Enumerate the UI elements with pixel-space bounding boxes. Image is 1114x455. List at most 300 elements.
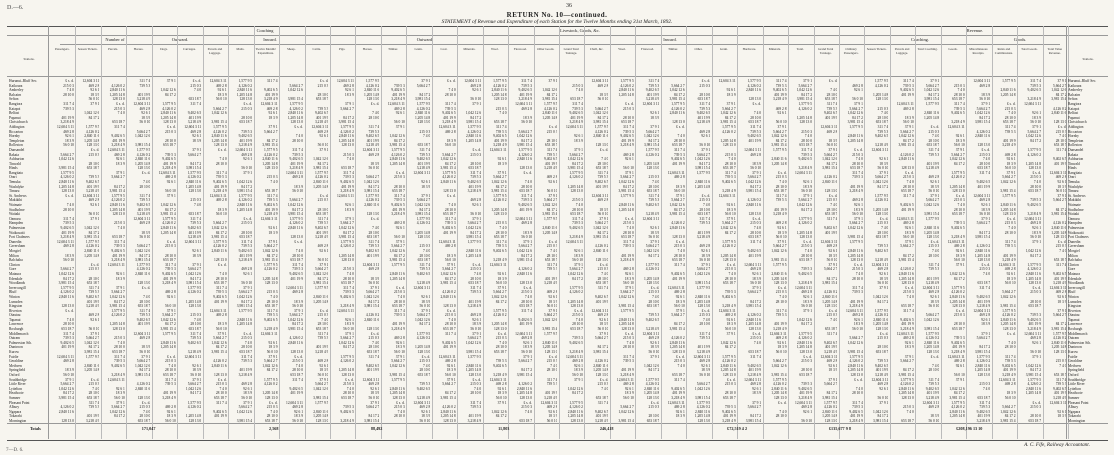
table-cell: 5,664 2 7 — [493, 175, 507, 180]
table-cell: 1,577 9 5 — [951, 285, 965, 290]
table-cell: 12,604 3 11 — [744, 262, 762, 267]
table-cell: 401 19 9 — [672, 161, 685, 166]
table-cell: 28 10 0 — [495, 345, 507, 350]
table-cell: 653 18 7 — [86, 166, 100, 171]
table-cell: 3,218 4 9 — [976, 304, 991, 309]
station-name: Timaru — [9, 189, 20, 194]
table-cell: 3,981 15 4 — [694, 166, 711, 171]
table-cell: 739 5 3 — [648, 313, 660, 318]
table-cell: 18 3 9 — [115, 391, 125, 396]
table-cell: 28 10 0 — [317, 92, 329, 97]
table-cell: 4,126 0 2 — [416, 106, 431, 111]
table-cell: 9,402 6 5 — [391, 203, 405, 208]
table-cell: 401 19 9 — [926, 391, 940, 396]
station-name: Oxford — [1068, 373, 1079, 377]
station-name: Lyttelton — [9, 386, 22, 391]
table-cell: 311 7 4 — [114, 354, 125, 359]
table-cell: 3,981 15 4 — [923, 327, 940, 332]
table-cell: 4,126 0 2 — [1053, 106, 1067, 111]
table-cell: 28 10 0 — [394, 184, 405, 189]
table-cell: 653 18 7 — [1028, 304, 1042, 309]
station-name: Hurunui–Bluff Sec. — [1068, 79, 1097, 83]
table-cell: 215 0 3 — [623, 336, 634, 341]
table-cell: 18 3 9 — [828, 253, 838, 258]
table-cell: 1,205 14 8 — [185, 184, 202, 189]
table-cell: 311 7 4 — [1030, 79, 1042, 83]
table-cell: 1,042 12 6 — [720, 340, 736, 345]
table-cell: 3,218 4 9 — [136, 97, 151, 102]
table-cell: 92 6 1 — [497, 386, 507, 391]
table-cell: 7 4 0 — [906, 294, 914, 299]
table-cell: 5,664 2 7 — [314, 267, 329, 272]
table-cell: 3,981 15 4 — [898, 258, 914, 263]
table-cell: £ s. d. — [370, 331, 380, 336]
data-column — [814, 79, 838, 424]
table-cell: 84 17 2 — [495, 414, 507, 419]
table-cell: £ s. d. — [956, 193, 965, 198]
table-cell: 1,577 9 5 — [823, 400, 838, 405]
table-cell: 56 0 10 — [495, 395, 507, 400]
table-cell: 469 2 8 — [1055, 175, 1067, 180]
table-cell: £ s. d. — [548, 354, 558, 359]
table-cell: 56 0 10 — [1030, 120, 1042, 125]
table-cell: 92 6 1 — [726, 88, 736, 93]
table-cell: 12,604 3 11 — [896, 216, 914, 221]
table-cell: 7 4 0 — [66, 203, 74, 208]
table-cell: 653 18 7 — [875, 350, 889, 355]
table-cell: 401 19 9 — [697, 345, 711, 350]
table-cell: 92 6 1 — [981, 203, 991, 208]
table-cell: 92 6 1 — [344, 88, 354, 93]
table-cell: 92 6 1 — [421, 294, 431, 299]
table-cell: 3,218 4 9 — [391, 212, 405, 217]
table-cell: 311 7 4 — [1004, 354, 1016, 359]
table-cell: 1,042 12 6 — [694, 157, 711, 162]
table-cell: 311 7 4 — [623, 354, 634, 359]
station-name: Hampden — [1068, 221, 1082, 226]
table-cell: 739 5 3 — [724, 290, 736, 295]
table-cell: 1,577 9 5 — [671, 101, 685, 106]
table-cell: 18 3 9 — [217, 207, 227, 212]
table-cell: 1,205 14 8 — [389, 276, 405, 281]
table-cell: 9,402 6 5 — [1027, 317, 1042, 322]
table-cell: 215 0 3 — [317, 198, 329, 203]
table-cell: 128 13 0 — [61, 304, 74, 309]
table-cell: 1,205 14 8 — [313, 184, 329, 189]
table-cell: 56 0 10 — [877, 395, 889, 400]
table-cell: 653 18 7 — [468, 281, 482, 286]
table-cell: 215 0 3 — [673, 359, 685, 364]
table-cell: 28 10 0 — [266, 299, 278, 304]
table-cell: 1,042 12 6 — [796, 88, 812, 93]
table-cell: 4,126 0 2 — [162, 106, 176, 111]
table-cell: 1,042 12 6 — [1000, 409, 1016, 414]
table-cell: 215 0 3 — [190, 313, 202, 318]
table-cell: 5,664 2 7 — [238, 290, 253, 295]
table-cell: 28 10 0 — [750, 115, 762, 120]
table-cell: 5,664 2 7 — [594, 221, 609, 226]
table-cell: 9,402 6 5 — [645, 317, 660, 322]
table-cell: 84 17 2 — [114, 299, 125, 304]
table-cell: 37 9 1 — [446, 262, 456, 267]
table-cell: 311 7 4 — [852, 170, 863, 175]
table-cell: 3,218 4 9 — [544, 166, 558, 171]
station-name: Rangitata — [9, 170, 23, 175]
table-cell: 84 17 2 — [597, 115, 609, 120]
table-cell: 56 0 10 — [699, 258, 711, 263]
table-cell: 469 2 8 — [63, 359, 74, 364]
table-cell: 84 17 2 — [648, 368, 660, 373]
table-cell: £ s. d. — [294, 124, 303, 129]
table-cell: 84 17 2 — [928, 92, 940, 97]
table-cell: 92 6 1 — [573, 248, 583, 253]
table-cell: £ s. d. — [981, 262, 991, 267]
table-cell: £ s. d. — [650, 400, 660, 405]
table-cell: 12,604 3 11 — [286, 170, 303, 175]
table-cell: 4,126 0 2 — [493, 198, 507, 203]
table-cell: 4,126 0 2 — [722, 359, 736, 364]
table-cell: 128 13 0 — [417, 120, 431, 125]
table-cell: 37 9 1 — [395, 354, 405, 359]
table-cell: 4,126 0 2 — [85, 129, 100, 134]
table-cell: 12,604 3 11 — [489, 377, 507, 382]
table-cell: 311 7 4 — [699, 216, 711, 221]
table-cell: 5,664 2 7 — [416, 83, 431, 88]
table-cell: 18 3 9 — [446, 368, 456, 373]
table-cell: 1,205 14 8 — [974, 253, 991, 258]
table-cell: 92 6 1 — [1032, 340, 1042, 345]
table-cell: 84 17 2 — [470, 230, 482, 235]
table-cell: 401 19 9 — [875, 368, 889, 373]
table-cell: 56 0 10 — [775, 235, 787, 240]
table-cell: 9,402 6 5 — [976, 409, 991, 414]
table-cell: 739 5 3 — [114, 359, 125, 364]
station-name: Studholme — [9, 207, 25, 212]
table-cell: 469 2 8 — [877, 267, 889, 272]
table-cell: 2,840 11 6 — [1025, 386, 1042, 391]
table-cell: 56 0 10 — [979, 97, 991, 102]
table-cell: 3,218 4 9 — [900, 327, 914, 332]
table-cell: 311 7 4 — [775, 79, 787, 83]
table-cell: 92 6 1 — [981, 317, 991, 322]
table-cell: 56 0 10 — [317, 143, 329, 148]
table-cell: 3,981 15 4 — [542, 212, 558, 217]
table-cell: 653 18 7 — [264, 418, 278, 423]
table-cell: 4,126 0 2 — [340, 244, 354, 249]
table-cell: 18 3 9 — [879, 161, 889, 166]
table-cell: 1,577 9 5 — [798, 101, 812, 106]
table-cell: 469 2 8 — [394, 336, 405, 341]
table-cell: 739 5 3 — [88, 175, 100, 180]
table-cell: 3,981 15 4 — [1051, 327, 1067, 332]
table-cell: 18 3 9 — [904, 230, 914, 235]
table-cell: 5,664 2 7 — [874, 175, 889, 180]
table-cell: 401 19 9 — [443, 115, 456, 120]
table-cell: 311 7 4 — [572, 216, 583, 221]
table-cell: 311 7 4 — [954, 101, 965, 106]
table-cell: 9,402 6 5 — [569, 340, 583, 345]
table-cell: 84 17 2 — [597, 230, 609, 235]
data-column — [254, 79, 278, 424]
table-cell: 7 4 0 — [703, 317, 711, 322]
table-cell: 653 18 7 — [672, 143, 685, 148]
table-cell: 12,604 3 11 — [286, 285, 303, 290]
table-cell: 56 0 10 — [470, 327, 482, 332]
data-column — [1043, 79, 1067, 424]
table-cell: 56 0 10 — [1004, 395, 1016, 400]
table-cell: 739 5 3 — [953, 106, 965, 111]
table-cell: 37 9 1 — [523, 239, 533, 244]
station-name: Balcairn — [1068, 92, 1081, 97]
table-cell: 401 19 9 — [977, 299, 991, 304]
table-cell: £ s. d. — [854, 262, 863, 267]
table-cell: 469 2 8 — [826, 129, 838, 134]
table-cell: 4,126 0 2 — [594, 244, 609, 249]
table-cell: 1,577 9 5 — [1002, 193, 1016, 198]
table-cell: 5,664 2 7 — [620, 290, 634, 295]
table-cell: 469 2 8 — [699, 129, 711, 134]
table-cell: 56 0 10 — [114, 395, 125, 400]
table-cell: 37 9 1 — [90, 331, 100, 336]
table-cell: 3,218 4 9 — [365, 143, 380, 148]
table-cell: 7 4 0 — [117, 340, 125, 345]
table-cell: 215 0 3 — [164, 129, 176, 134]
table-cell: 92 6 1 — [777, 226, 787, 230]
table-cell: 28 10 0 — [877, 115, 889, 120]
table-cell: 1,042 12 6 — [135, 363, 151, 368]
table-cell: 2,840 11 6 — [58, 409, 74, 414]
table-cell: 12,604 3 11 — [438, 124, 456, 129]
table-cell: 37 9 1 — [803, 193, 812, 198]
table-cell: 1,042 12 6 — [567, 271, 583, 276]
table-cell: 128 13 0 — [290, 235, 303, 240]
table-cell: 92 6 1 — [777, 111, 787, 116]
table-cell: 128 13 0 — [443, 304, 456, 309]
table-cell: £ s. d. — [548, 239, 558, 244]
group-header-number-of: Number of — [105, 37, 125, 42]
page-title: RETURN No. 10—continued. — [506, 11, 608, 19]
table-cell: 92 6 1 — [879, 157, 889, 162]
footer-mark: 7—D. 6. — [6, 448, 24, 453]
table-cell: 739 5 3 — [292, 152, 303, 157]
table-cell: 4,126 0 2 — [60, 290, 74, 295]
table-cell: 7 4 0 — [601, 157, 609, 162]
table-cell: 2,840 11 6 — [516, 157, 533, 162]
table-cell: 739 5 3 — [444, 106, 456, 111]
table-cell: 739 5 3 — [572, 336, 583, 341]
table-cell: 401 19 9 — [214, 299, 227, 304]
table-cell: 2,840 11 6 — [618, 317, 634, 322]
station-name: Temuka — [1068, 180, 1080, 185]
table-cell: 311 7 4 — [724, 170, 736, 175]
table-cell: 18 3 9 — [446, 253, 456, 258]
table-cell: 37 9 1 — [166, 193, 176, 198]
table-cell: 18 3 9 — [573, 368, 583, 373]
table-cell: 215 0 3 — [877, 221, 889, 226]
table-cell: 9,402 6 5 — [162, 157, 176, 162]
table-cell: 128 13 0 — [697, 304, 711, 309]
table-cell: 5,664 2 7 — [416, 313, 431, 318]
table-cell: 2,840 11 6 — [1000, 317, 1016, 322]
table-cell: 469 2 8 — [597, 313, 609, 318]
table-cell: 215 0 3 — [394, 290, 405, 295]
table-cell: 5,664 2 7 — [849, 336, 863, 341]
column-header: Horses. — [362, 48, 373, 51]
table-cell: 1,042 12 6 — [287, 203, 303, 208]
data-column — [534, 79, 558, 424]
station-name: Tapanui — [1068, 317, 1080, 322]
station-name: Tapanui — [9, 317, 21, 322]
table-cell: 311 7 4 — [215, 170, 227, 175]
table-cell: 7 4 0 — [575, 88, 583, 93]
table-cell: 3,981 15 4 — [236, 189, 253, 194]
table-cell: 28 10 0 — [470, 276, 482, 281]
table-cell: 311 7 4 — [190, 101, 202, 106]
column-header: Minerals. — [463, 48, 476, 51]
table-cell: 469 2 8 — [1004, 267, 1016, 272]
table-cell: £ s. d. — [396, 400, 405, 405]
station-name: Methven — [9, 363, 22, 368]
table-cell: 469 2 8 — [877, 382, 889, 387]
table-cell: £ s. d. — [777, 400, 787, 405]
table-cell: 5,664 2 7 — [340, 106, 354, 111]
table-cell: 1,042 12 6 — [287, 88, 303, 93]
table-cell: 4,126 0 2 — [951, 405, 965, 410]
table-cell: 7 4 0 — [957, 88, 965, 93]
table-cell: 12,604 3 11 — [387, 101, 405, 106]
table-cell: 401 19 9 — [519, 207, 533, 212]
table-cell: 128 13 0 — [61, 189, 74, 194]
table-cell: 4,126 0 2 — [900, 382, 914, 387]
table-cell: 28 10 0 — [368, 230, 380, 235]
table-cell: 56 0 10 — [597, 327, 609, 332]
table-cell: 1,205 14 8 — [58, 184, 74, 189]
table-cell: 56 0 10 — [190, 373, 202, 377]
table-cell: 1,205 14 8 — [669, 345, 685, 350]
table-cell: 5,664 2 7 — [111, 290, 125, 295]
table-cell: 311 7 4 — [648, 79, 660, 83]
table-cell: 12,604 3 11 — [922, 285, 940, 290]
table-cell: 4,126 0 2 — [85, 244, 100, 249]
table-cell: 56 0 10 — [953, 258, 965, 263]
table-cell: 37 9 1 — [828, 377, 838, 382]
table-cell: 5,664 2 7 — [60, 382, 74, 387]
table-cell: 4,126 0 2 — [187, 290, 202, 295]
table-cell: 7 4 0 — [143, 180, 151, 185]
table-cell: 653 18 7 — [239, 350, 253, 355]
table-cell: 653 18 7 — [519, 304, 533, 309]
table-cell: 311 7 4 — [139, 79, 151, 83]
table-cell: 12,604 3 11 — [336, 79, 354, 83]
table-cell: 128 13 0 — [137, 166, 151, 171]
table-cell: 739 5 3 — [164, 267, 176, 272]
table-cell: 7 4 0 — [117, 226, 125, 230]
table-cell: 28 10 0 — [673, 253, 685, 258]
table-cell: 1,042 12 6 — [542, 203, 558, 208]
table-cell: 311 7 4 — [419, 147, 431, 152]
table-cell: 401 19 9 — [494, 138, 507, 143]
table-cell: 9,402 6 5 — [60, 340, 74, 345]
table-cell: 311 7 4 — [266, 308, 278, 313]
table-cell: 401 19 9 — [748, 368, 762, 373]
table-cell: 469 2 8 — [1004, 152, 1016, 157]
table-cell: 469 2 8 — [343, 83, 354, 88]
table-cell: 1,577 9 5 — [264, 262, 278, 267]
table-cell: 18 3 9 — [930, 299, 940, 304]
table-cell: 18 3 9 — [141, 345, 151, 350]
station-name: Otautau — [1068, 313, 1080, 318]
table-cell: 56 0 10 — [699, 143, 711, 148]
table-cell: 18 3 9 — [624, 276, 634, 281]
table-cell: 215 0 3 — [470, 382, 482, 387]
table-cell: 653 18 7 — [1053, 143, 1067, 148]
table-cell: 12,604 3 11 — [998, 377, 1016, 382]
table-cell: 56 0 10 — [394, 120, 405, 125]
station-name: Mosgiel — [1068, 248, 1080, 253]
table-cell: 18 3 9 — [828, 138, 838, 143]
table-cell: 9,402 6 5 — [416, 386, 431, 391]
group-header-outward: Outward. — [171, 37, 189, 42]
table-cell: 37 9 1 — [955, 147, 965, 152]
station-name: Templeton — [9, 138, 25, 143]
table-cell: 2,840 11 6 — [924, 111, 940, 116]
table-cell: 1,577 9 5 — [518, 147, 533, 152]
table-cell: 92 6 1 — [675, 409, 685, 414]
column-header: Twelve Months' Expenditure. — [255, 48, 277, 55]
table-cell: 5,664 2 7 — [289, 313, 303, 318]
table-cell: 7 4 0 — [321, 317, 329, 322]
table-cell: 56 0 10 — [394, 350, 405, 355]
table-cell: 12,604 3 11 — [133, 331, 151, 336]
table-cell: 84 17 2 — [826, 161, 838, 166]
table-cell: 3,218 4 9 — [1002, 373, 1016, 377]
table-cell: 84 17 2 — [801, 207, 812, 212]
table-cell: 56 0 10 — [572, 373, 583, 377]
table-cell: 1,577 9 5 — [773, 262, 787, 267]
table-cell: 9,402 6 5 — [365, 248, 380, 253]
table-cell: 92 6 1 — [955, 248, 965, 253]
table-cell: 92 6 1 — [268, 340, 278, 345]
table-cell: 56 0 10 — [444, 258, 456, 263]
table-cell: £ s. d. — [701, 308, 711, 313]
table-cell: 56 0 10 — [343, 327, 354, 332]
table-cell: 28 10 0 — [699, 322, 711, 327]
table-cell: 28 10 0 — [597, 276, 609, 281]
table-cell: 128 13 0 — [290, 350, 303, 355]
table-cell: 7 4 0 — [295, 134, 303, 139]
table-cell: 28 10 0 — [852, 391, 863, 396]
data-column — [737, 79, 761, 424]
table-cell: 9,402 6 5 — [823, 111, 838, 116]
table-cell: 469 2 8 — [1004, 382, 1016, 387]
table-cell: 4,126 0 2 — [1027, 267, 1042, 272]
table-cell: 653 18 7 — [214, 395, 227, 400]
station-name: Timaru — [1068, 189, 1079, 194]
table-cell: 37 9 1 — [981, 331, 991, 336]
table-cell: £ s. d. — [956, 308, 965, 313]
table-cell: 2,840 11 6 — [211, 248, 227, 253]
table-cell: 56 0 10 — [801, 304, 812, 309]
table-cell: 1,577 9 5 — [238, 79, 253, 83]
table-cell: 7 4 0 — [423, 248, 431, 253]
table-cell: 7 4 0 — [932, 248, 940, 253]
table-cell: £ s. d. — [294, 354, 303, 359]
table-cell: 9,402 6 5 — [391, 88, 405, 93]
table-cell: 18 3 9 — [523, 345, 533, 350]
table-cell: 28 10 0 — [419, 253, 431, 258]
table-cell: 3,981 15 4 — [287, 212, 303, 217]
table-cell — [381, 419, 405, 424]
